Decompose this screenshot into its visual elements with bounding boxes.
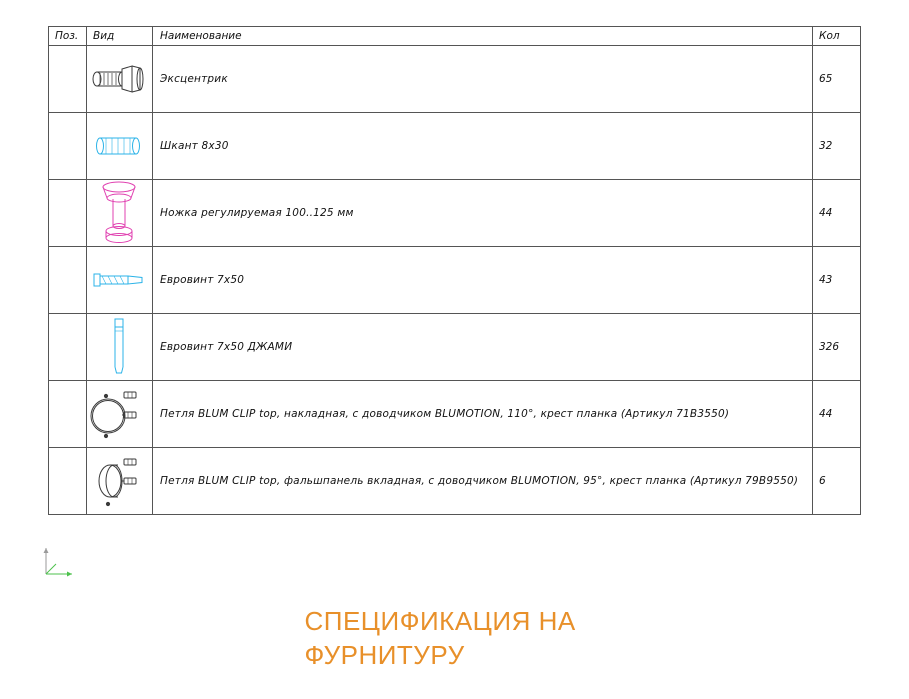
column-header-quantity: Кол (813, 27, 861, 46)
cell-quantity: 326 (813, 314, 861, 381)
cell-view (87, 448, 153, 515)
table-row (49, 448, 861, 515)
cell-name: Евровинт 7х50 ДЖАМИ (153, 314, 813, 381)
cell-view (87, 46, 153, 113)
table-row (49, 381, 861, 448)
caption-line-1: СПЕЦИФИКАЦИЯ НА (304, 606, 576, 636)
cell-name: Ножка регулируемая 100..125 мм (153, 180, 813, 247)
adjustable-leg-icon (87, 181, 151, 245)
table-row (49, 180, 861, 247)
table-header (49, 27, 861, 46)
column-header-position: Поз. (49, 27, 87, 46)
euro-screw-icon (87, 248, 151, 312)
cell-view (87, 314, 153, 381)
column-header-view: Вид (87, 27, 153, 46)
cell-quantity: 65 (813, 46, 861, 113)
cell-position (49, 314, 87, 381)
caption-line-2: ФУРНИТУРУ (304, 640, 465, 670)
cell-view (87, 113, 153, 180)
table-row (49, 46, 861, 113)
cell-quantity: 6 (813, 448, 861, 515)
cell-name: Петля BLUM CLIP top, накладная, с доводчиком BLUMOTION, 110°, крест планка (Артикул 71B3550) (153, 381, 813, 448)
page-title (0, 604, 909, 672)
column-header-name: Наименование (153, 27, 813, 46)
table-row (49, 314, 861, 381)
cell-quantity: 43 (813, 247, 861, 314)
cell-view (87, 180, 153, 247)
cell-quantity: 44 (813, 381, 861, 448)
table-header-row (49, 27, 861, 46)
table-row (49, 247, 861, 314)
cell-position (49, 381, 87, 448)
cell-name: Эксцентрик (153, 46, 813, 113)
cell-position (49, 113, 87, 180)
euro-screw-vertical-icon (87, 315, 151, 379)
specification-table (48, 26, 861, 515)
blum-hinge-overlay-icon (87, 382, 151, 446)
cell-view (87, 247, 153, 314)
cell-name: Евровинт 7х50 (153, 247, 813, 314)
table-row (49, 113, 861, 180)
cell-quantity: 32 (813, 113, 861, 180)
axis-origin-marker (40, 540, 80, 580)
dowel-icon (87, 114, 151, 178)
cell-position (49, 448, 87, 515)
cell-name: Петля BLUM CLIP top, фальшпанель вкладная, с доводчиком BLUMOTION, 95°, крест планка (Артикул 79B9550) (153, 448, 813, 515)
cell-name: Шкант 8х30 (153, 113, 813, 180)
cell-quantity: 44 (813, 180, 861, 247)
cell-view (87, 381, 153, 448)
blum-hinge-inset-icon (87, 449, 151, 513)
cell-position (49, 247, 87, 314)
cell-position (49, 180, 87, 247)
cell-position (49, 46, 87, 113)
table-body (49, 46, 861, 515)
eccentric-cam-icon (87, 47, 151, 111)
